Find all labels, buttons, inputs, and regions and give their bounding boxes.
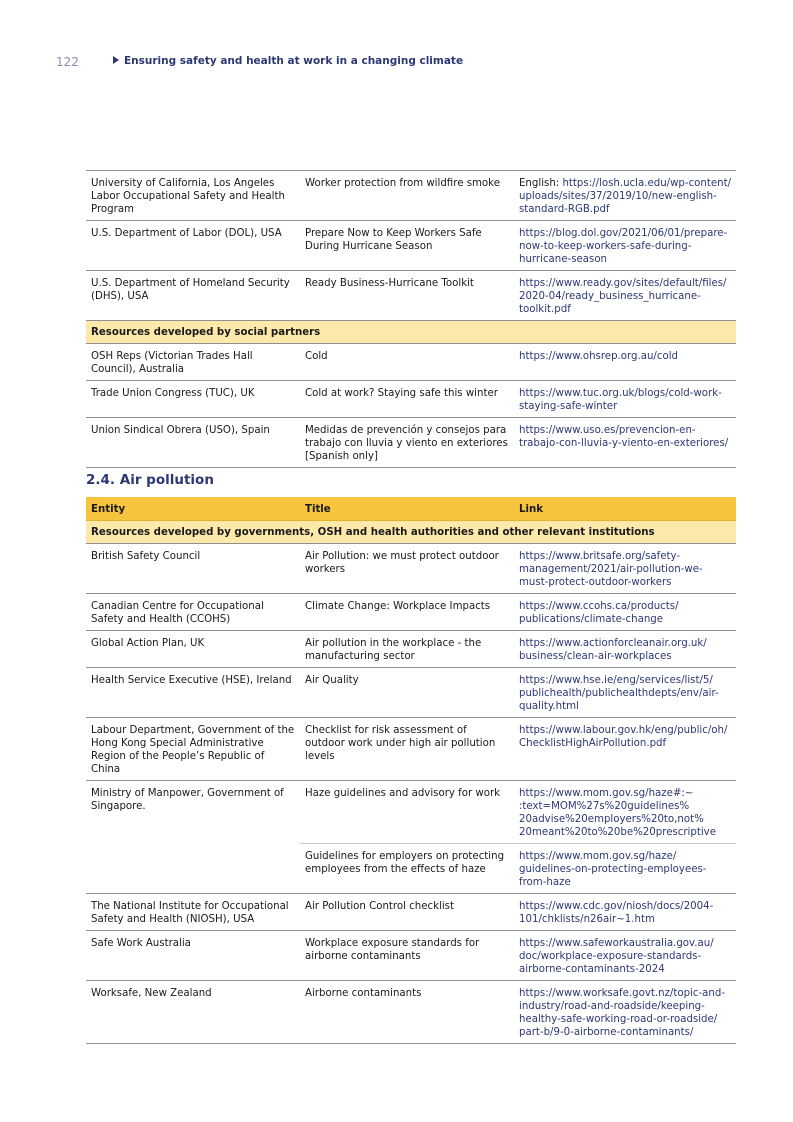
table-row [86,221,736,271]
resource-link[interactable]: https://www.worksafe.govt.nz/topic-and-industry/road-and-roadside/keeping-healthy-safe-working-road-or-roadside/part-b/9-0-airborne-contaminants/ [514,981,736,1044]
resource-link[interactable]: https://www.safeworkaustralia.gov.au/doc/workplace-exposure-standards-airborne-contaminants-2024 [514,931,736,981]
resource-link[interactable]: https://www.ready.gov/sites/default/files/2020-04/ready_business_hurricane-toolkit.pdf [514,271,736,321]
title-cell: Haze guidelines and advisory for work [300,781,514,844]
section-heading: Resources developed by social partners [86,321,736,344]
link-cell [514,171,736,221]
section-heading: Resources developed by governments, OSH and health authorities and other relevant institutions [86,521,736,544]
entity-cell: Health Service Executive (HSE), Ireland [86,668,300,718]
table-row [86,718,736,781]
entity-cell: Labour Department, Government of the Hong Kong Special Administrative Region of the People’s Republic of China [86,718,300,781]
title-cell: Cold at work? Staying safe this winter [300,381,514,418]
table-row [86,544,736,594]
title-cell: Workplace exposure standards for airborne contaminants [300,931,514,981]
table-row [86,781,736,844]
page-number: 122 [56,55,79,69]
resource-link[interactable]: https://blog.dol.gov/2021/06/01/prepare-now-to-keep-workers-safe-during-hurricane-season [514,221,736,271]
entity-cell: Worksafe, New Zealand [86,981,300,1044]
running-title [113,55,463,67]
column-header-entity: Entity [86,497,300,521]
resource-link[interactable]: https://www.tuc.org.uk/blogs/cold-work-staying-safe-winter [514,381,736,418]
resource-link[interactable]: https://www.cdc.gov/niosh/docs/2004-101/chklists/n26air~1.htm [514,894,736,931]
table-row [86,594,736,631]
title-cell: Cold [300,344,514,381]
title-cell: Ready Business-Hurricane Toolkit [300,271,514,321]
table-row [86,418,736,468]
resource-link[interactable]: https://www.hse.ie/eng/services/list/5/publichealth/publichealthdepts/env/air-quality.html [514,668,736,718]
table-row [86,931,736,981]
title-cell: Airborne contaminants [300,981,514,1044]
entity-cell: Union Sindical Obrera (USO), Spain [86,418,300,468]
entity-cell: Canadian Centre for Occupational Safety and Health (CCOHS) [86,594,300,631]
entity-cell: U.S. Department of Homeland Security (DHS), USA [86,271,300,321]
title-cell: Guidelines for employers on protecting employees from the effects of haze [300,844,514,894]
table-row [86,344,736,381]
table-row [86,668,736,718]
section-title-air-pollution: 2.4. Air pollution [86,472,214,488]
section-row-social-partners [86,321,736,344]
resource-link[interactable]: https://losh.ucla.edu/wp-content/uploads/sites/37/2019/10/new-english-standard-RGB.pdf [519,178,731,215]
table-row [86,894,736,931]
resource-link[interactable]: https://www.mom.gov.sg/haze#:~:text=MOM%27s%20guidelines%20advise%20employers%20to,not%20meant%20to%20be%20prescriptive [514,781,736,844]
title-cell: Prepare Now to Keep Workers Safe During Hurricane Season [300,221,514,271]
title-cell: Air Pollution Control checklist [300,894,514,931]
entity-cell: Ministry of Manpower, Government of Singapore. [86,781,300,894]
resource-link[interactable]: https://www.ohsrep.org.au/cold [514,344,736,381]
title-cell: Worker protection from wildfire smoke [300,171,514,221]
entity-cell: OSH Reps (Victorian Trades Hall Council), Australia [86,344,300,381]
title-cell: Checklist for risk assessment of outdoor work under high air pollution levels [300,718,514,781]
entity-cell: Safe Work Australia [86,931,300,981]
column-header-title: Title [300,497,514,521]
section-row-governments [86,521,736,544]
language-label: English: [519,178,563,189]
entity-cell: British Safety Council [86,544,300,594]
table-row [86,981,736,1044]
resource-link[interactable]: https://www.mom.gov.sg/haze/guidelines-on-protecting-employees-from-haze [514,844,736,894]
table-row [86,631,736,668]
title-cell: Medidas de prevención y consejos para trabajo con lluvia y viento en exteriores [Spanish only] [300,418,514,468]
column-header-link: Link [514,497,736,521]
resource-link[interactable]: https://www.ccohs.ca/products/publications/climate-change [514,594,736,631]
entity-cell: University of California, Los Angeles Labor Occupational Safety and Health Program [86,171,300,221]
table-row [86,171,736,221]
table-row [86,271,736,321]
entity-cell: The National Institute for Occupational Safety and Health (NIOSH), USA [86,894,300,931]
page-header [56,55,753,69]
table-header-row [86,497,736,521]
title-cell: Air pollution in the workplace - the manufacturing sector [300,631,514,668]
entity-cell: Trade Union Congress (TUC), UK [86,381,300,418]
resource-link[interactable]: https://www.actionforcleanair.org.uk/business/clean-air-workplaces [514,631,736,668]
entity-cell: U.S. Department of Labor (DOL), USA [86,221,300,271]
resource-link[interactable]: https://www.labour.gov.hk/eng/public/oh/ChecklistHighAirPollution.pdf [514,718,736,781]
title-cell: Air Pollution: we must protect outdoor workers [300,544,514,594]
title-cell: Air Quality [300,668,514,718]
table-row [86,381,736,418]
air-pollution-table [86,497,736,1044]
triangle-right-icon [113,56,119,64]
running-title-text: Ensuring safety and health at work in a changing climate [124,55,464,67]
title-cell: Climate Change: Workplace Impacts [300,594,514,631]
resource-link[interactable]: https://www.uso.es/prevencion-en-trabajo-con-lluvia-y-viento-en-exteriores/ [514,418,736,468]
resource-link[interactable]: https://www.britsafe.org/safety-management/2021/air-pollution-we-must-protect-outdoor-workers [514,544,736,594]
entity-cell: Global Action Plan, UK [86,631,300,668]
resources-table-continued [86,170,736,468]
